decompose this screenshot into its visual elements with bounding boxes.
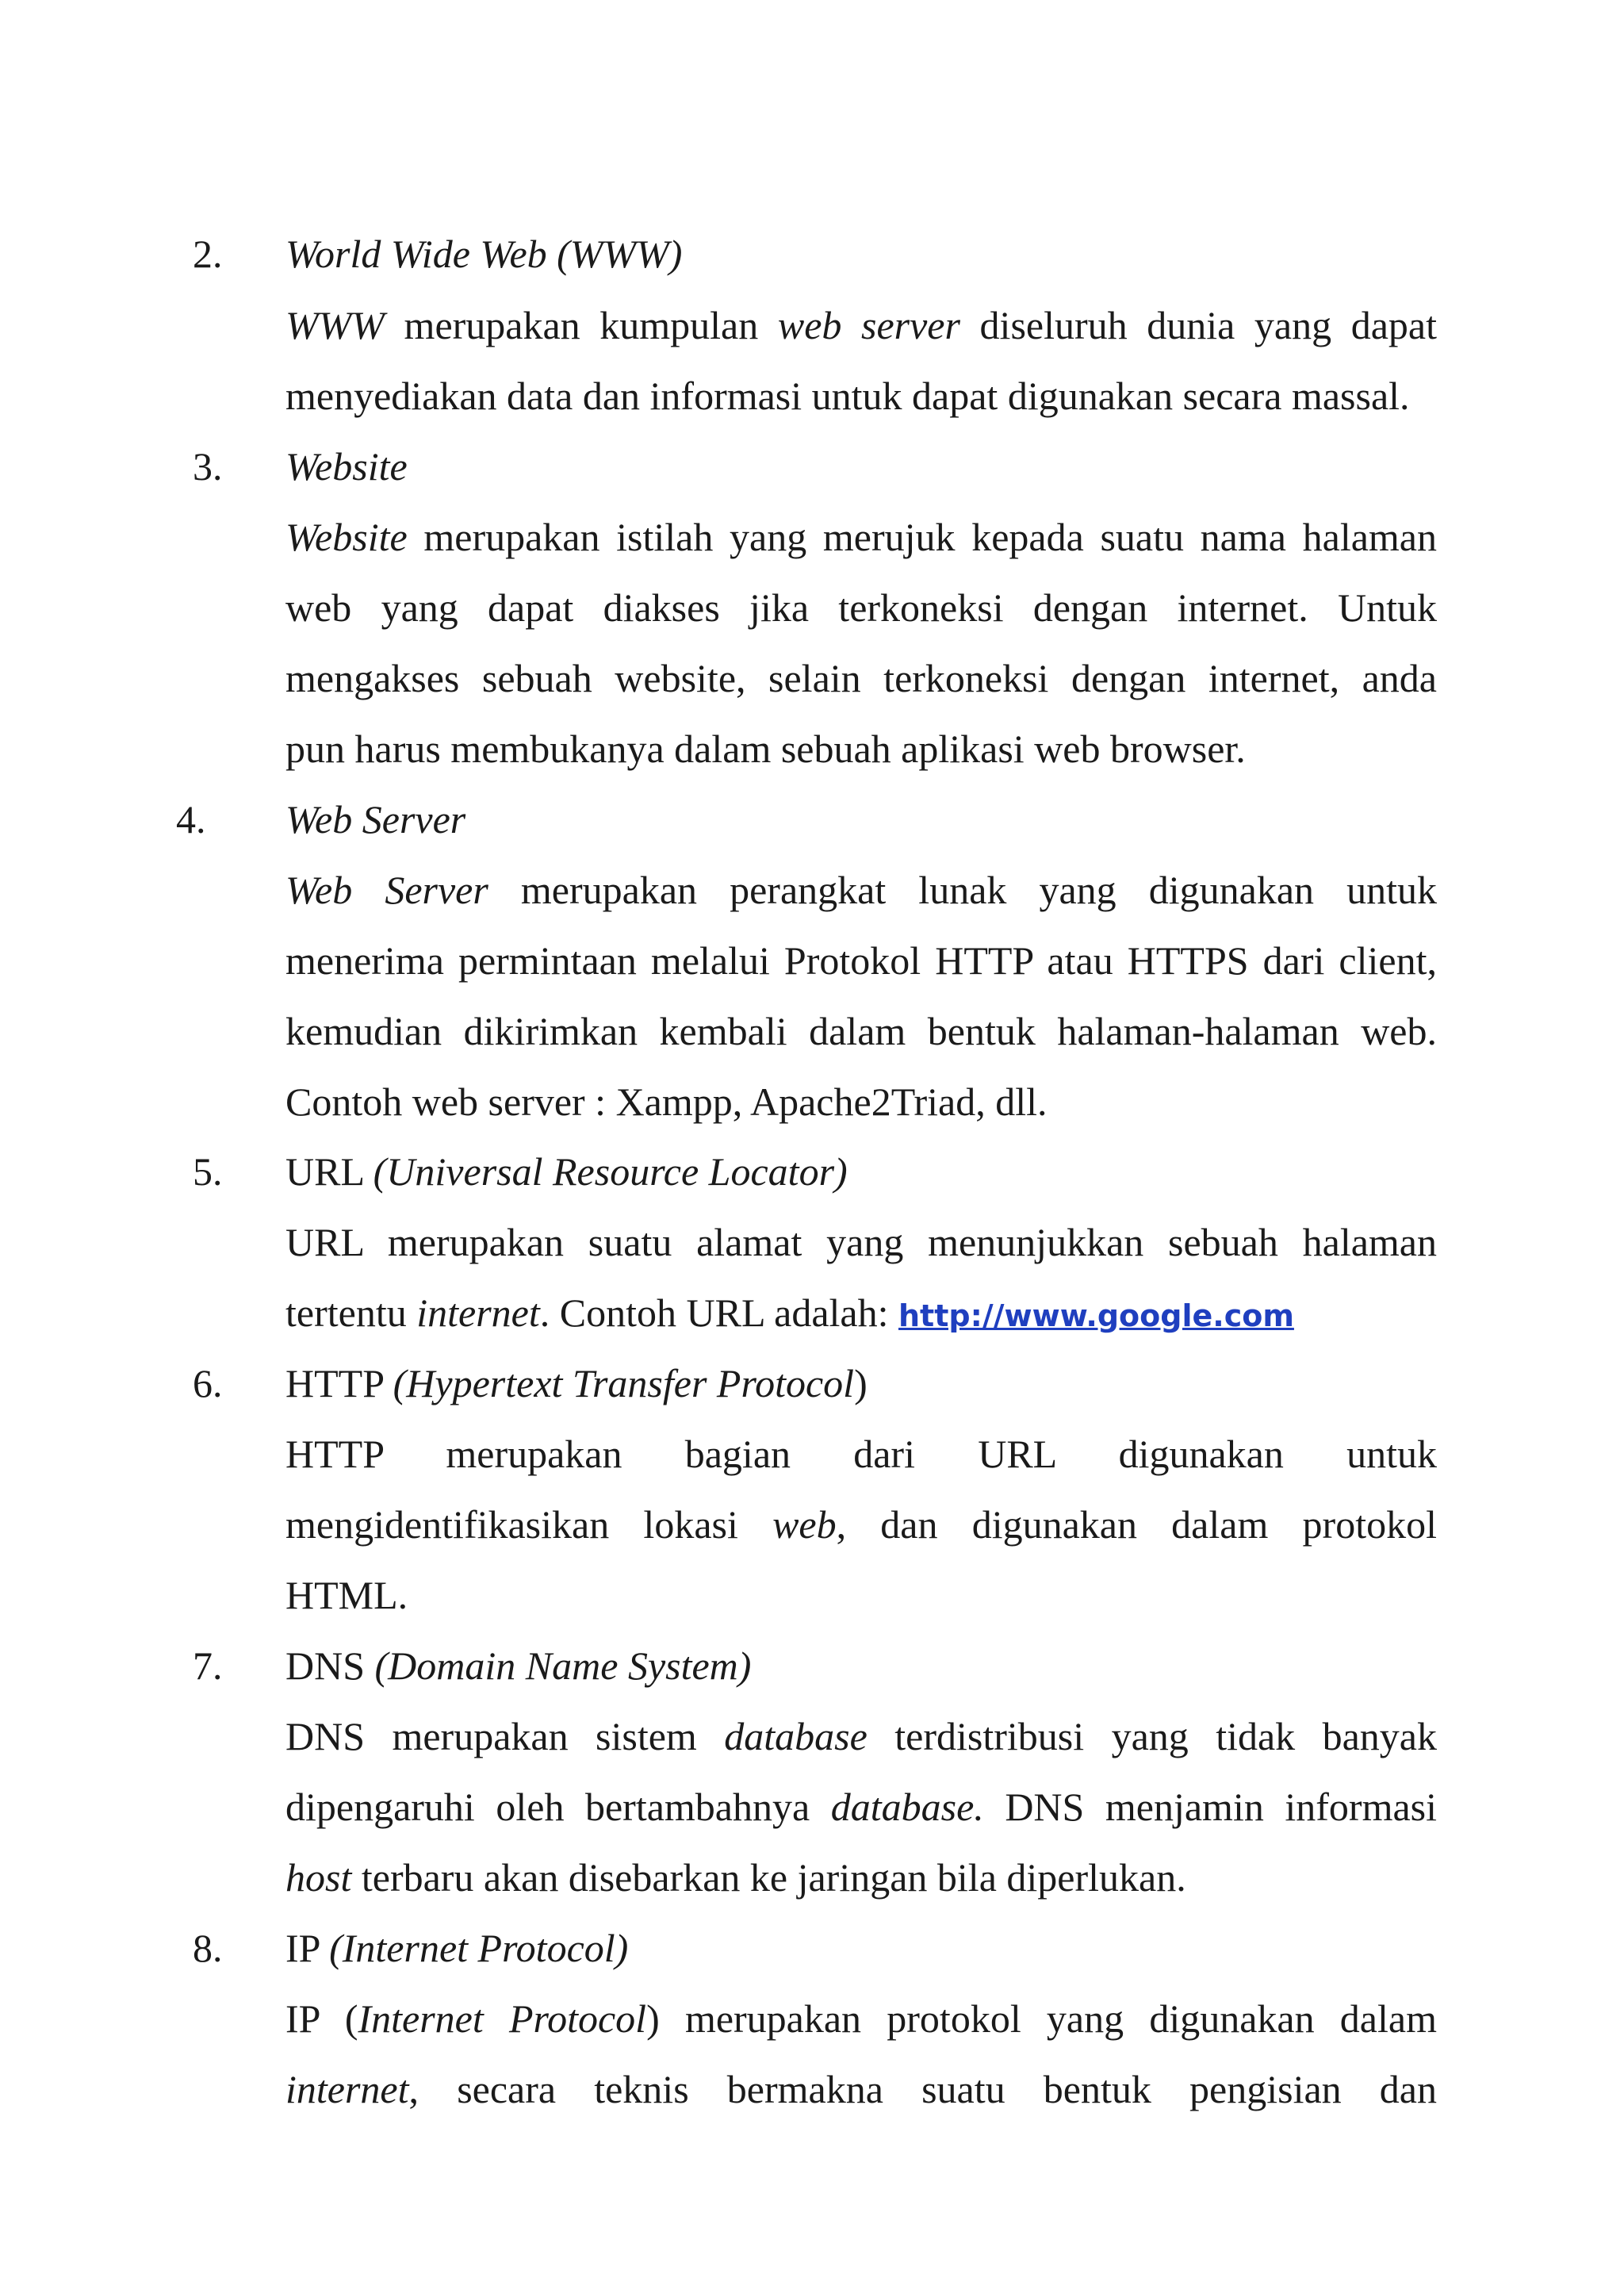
paragraph-line: Web Server merupakan perangkat lunak yang digunakan untuk — [285, 868, 1437, 912]
google-url-link[interactable]: http://www.google.com — [898, 1298, 1294, 1333]
item-title: IP (Internet Protocol) — [285, 1926, 629, 1970]
paragraph-line: DNS merupakan sistem database terdistribusi yang tidak banyak — [285, 1714, 1438, 1758]
item-title — [285, 796, 1437, 843]
list-number: 4. — [176, 797, 206, 842]
item-title: HTTP (Hypertext Transfer Protocol) — [285, 1361, 868, 1405]
paragraph-line: WWW merupakan kumpulan web server diseluruh dunia yang dapat — [285, 303, 1437, 347]
list-number: 6. — [193, 1361, 223, 1405]
list-number: 8. — [193, 1926, 223, 1970]
paragraph-line: kemudian dikirimkan kembali dalam bentuk halaman-halaman web. — [285, 1009, 1437, 1053]
item-title: DNS (Domain Name System) — [285, 1643, 752, 1688]
paragraph-line: HTML. — [285, 1573, 408, 1617]
paragraph-line: internet, secara teknis bermakna suatu bentuk pengisian dan — [285, 2067, 1437, 2111]
item-title — [285, 443, 1437, 490]
paragraph-line: mengidentifikasikan lokasi web, dan digunakan dalam protokol — [285, 1502, 1437, 1547]
paragraph-line: HTTP merupakan bagian dari URL digunakan untuk — [285, 1432, 1437, 1476]
paragraph-line: Contoh web server : Xampp, Apache2Triad, dll. — [285, 1079, 1048, 1124]
list-number: 7. — [193, 1643, 223, 1688]
list-number: 2. — [193, 232, 223, 276]
paragraph-line: URL merupakan suatu alamat yang menunjukkan sebuah halaman — [285, 1220, 1437, 1264]
paragraph-line: pun harus membukanya dalam sebuah aplikasi web browser. — [285, 727, 1246, 771]
item-title: URL (Universal Resource Locator) — [285, 1149, 848, 1194]
paragraph-line: IP (Internet Protocol) merupakan protokol yang digunakan dalam — [285, 1996, 1437, 2041]
paragraph-line: tertentu internet. Contoh URL adalah: http://www.google.com — [285, 1290, 1294, 1335]
item-title-text: Web Server — [285, 797, 466, 842]
list-number: 5. — [193, 1149, 223, 1194]
paragraph-line: dipengaruhi oleh bertambahnya database. DNS menjamin informasi — [285, 1785, 1437, 1829]
paragraph-line: menerima permintaan melalui Protokol HTTP atau HTTPS dari client, — [285, 938, 1437, 983]
list-number: 3. — [193, 444, 223, 489]
item-title-text: Website — [285, 444, 408, 489]
paragraph-line: menyediakan data dan informasi untuk dapat digunakan secara massal. — [285, 374, 1410, 418]
paragraph-line: web yang dapat diakses jika terkoneksi dengan internet. Untuk — [285, 585, 1437, 630]
item-title-text: World Wide Web (WWW) — [285, 232, 683, 276]
paragraph-line: Website merupakan istilah yang merujuk kepada suatu nama halaman — [285, 515, 1437, 559]
item-title — [285, 230, 1437, 278]
paragraph-line: host terbaru akan disebarkan ke jaringan bila diperlukan. — [285, 1855, 1186, 1900]
paragraph-line: mengakses sebuah website, selain terkoneksi dengan internet, anda — [285, 656, 1437, 700]
